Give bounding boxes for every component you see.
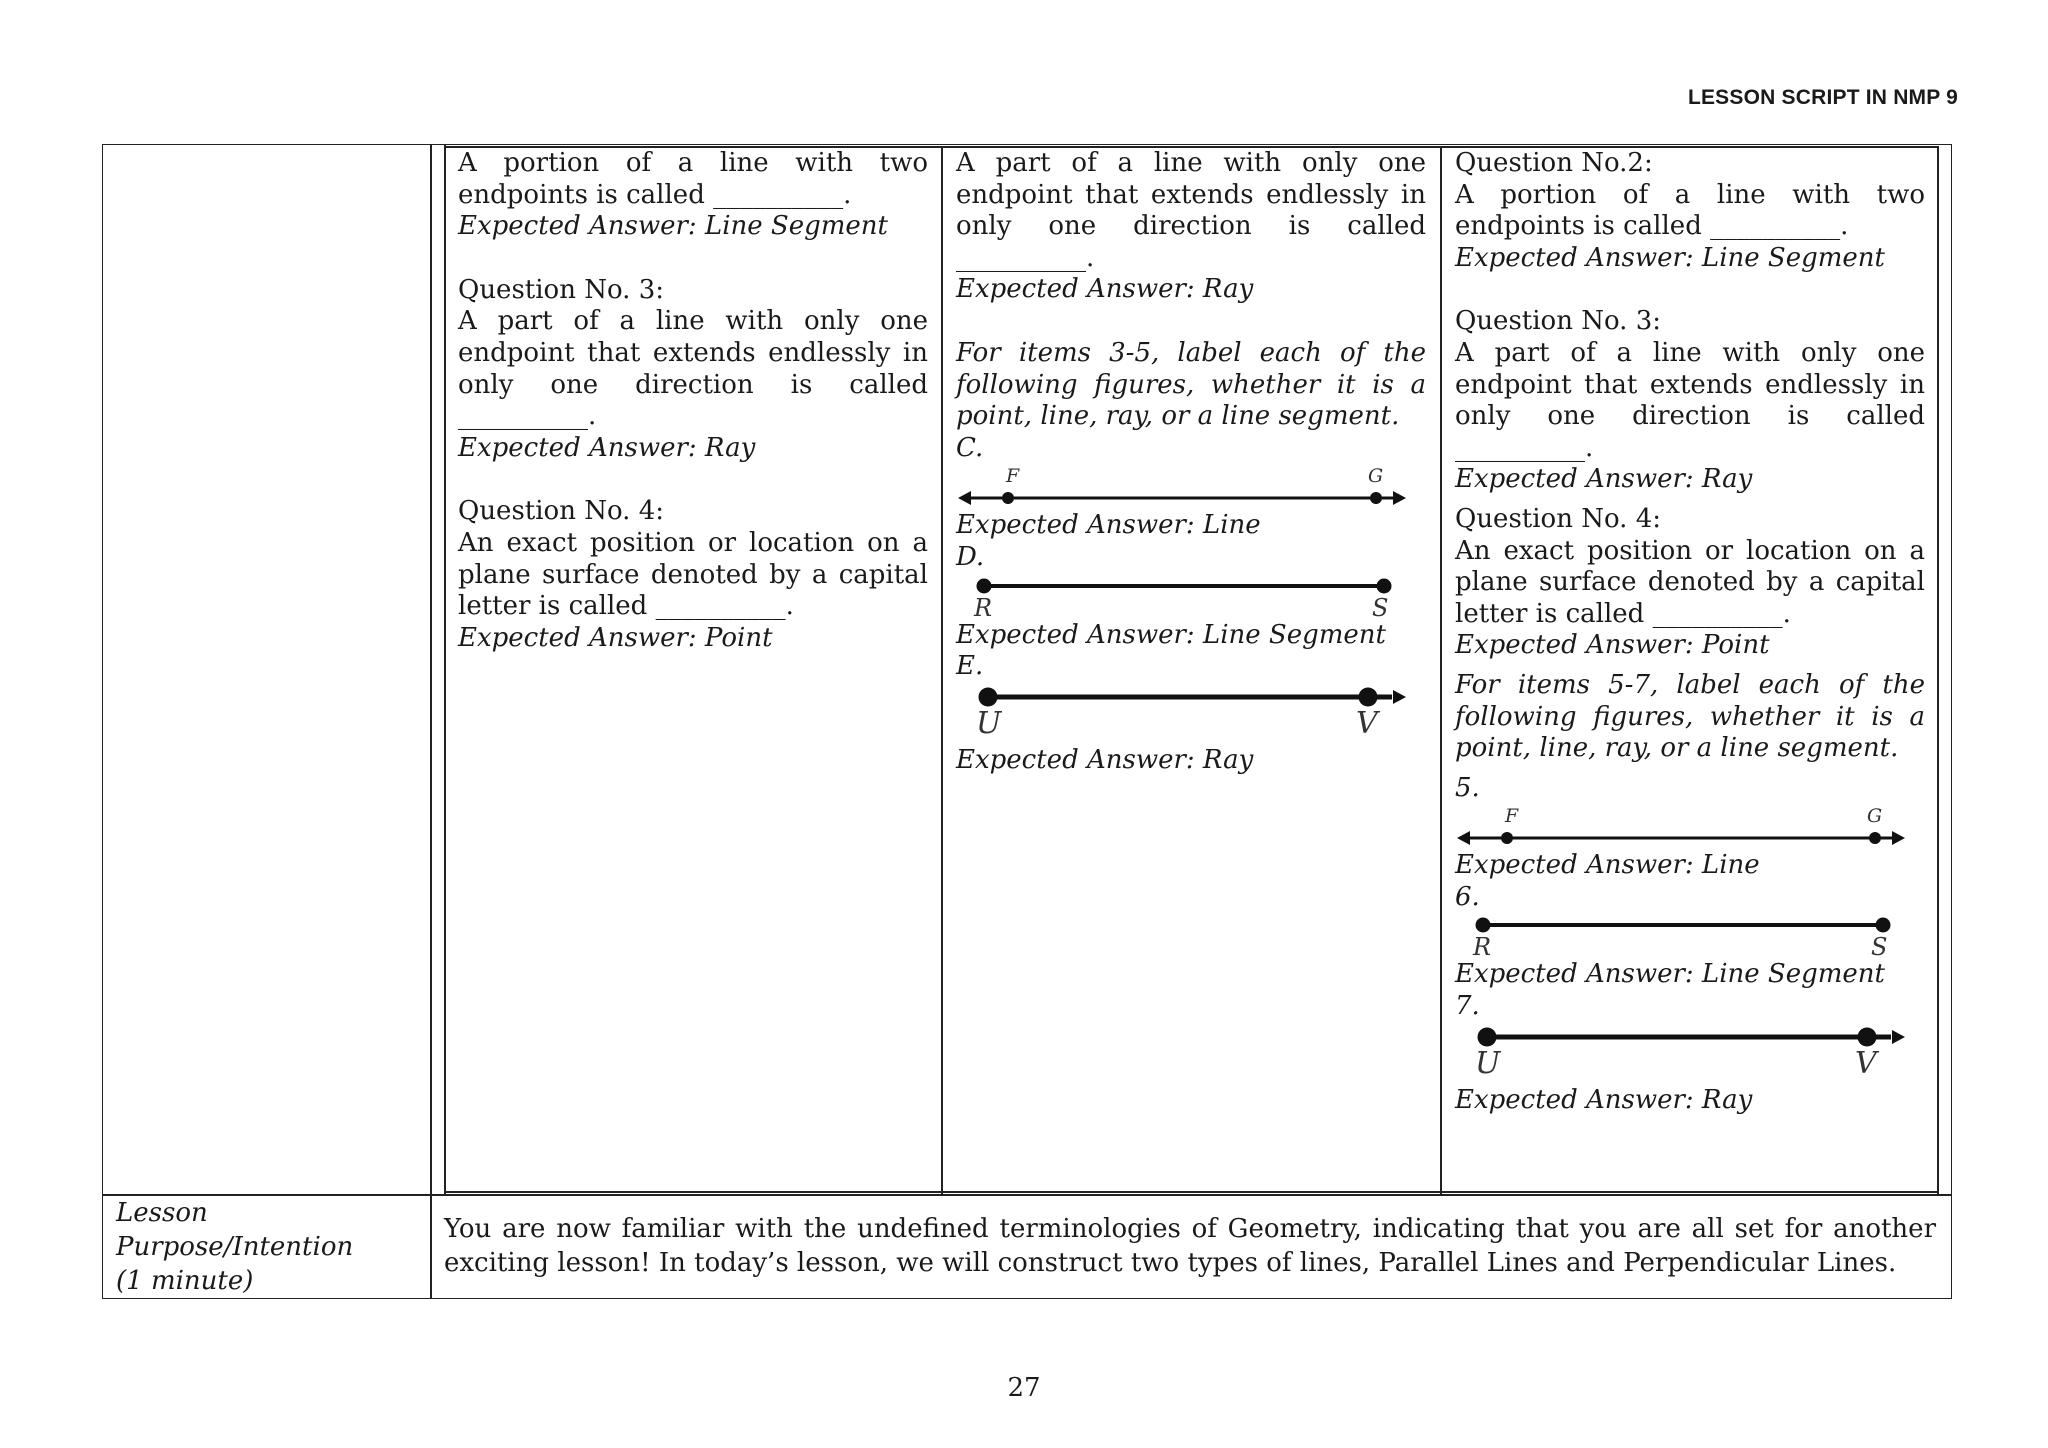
- point-dot: [1377, 578, 1392, 593]
- figure-item-label: 6.: [1455, 881, 1480, 912]
- table-divider-inner-right: [1937, 146, 1939, 1196]
- figure-list: [956, 433, 1426, 777]
- question-3-text: A part of a line with only one endpoint that extends endlessly in only one direction is called __________.: [458, 306, 928, 432]
- figure-expected-answer: Expected Answer: Line Segment: [1455, 959, 1885, 990]
- figure-instruction: For items 3-5, label each of the following figures, whether it is a point, line, ray, or a line segment.: [956, 337, 1426, 432]
- column-3: [1455, 148, 1925, 1116]
- question-2-title: Question No.2:: [1455, 148, 1653, 178]
- question-3-title: Question No. 3:: [458, 274, 664, 305]
- figure-line: [956, 464, 1406, 510]
- question-4-text: An exact position or location on a plane surface denoted by a capital letter is called __________.: [458, 527, 928, 622]
- question-2-text: A portion of a line with two endpoints is called __________.: [458, 148, 928, 210]
- arrowhead-icon: [1393, 690, 1406, 704]
- figure-item-label: 5.: [1455, 772, 1480, 803]
- point-dot: [1858, 1027, 1877, 1046]
- point-label: F: [1505, 805, 1519, 828]
- figure-item-label: E.: [956, 651, 984, 682]
- figure-list: [1455, 773, 1925, 1117]
- point-dot: [1370, 492, 1382, 504]
- column-1: [458, 148, 928, 654]
- table-row-divider-inner: [444, 1191, 1938, 1193]
- question-4-text: An exact position or location on a plane surface denoted by a capital letter is called __________.: [1455, 535, 1925, 629]
- figure-expected-answer: Expected Answer: Line: [1455, 850, 1760, 881]
- point-dot: [1359, 687, 1378, 706]
- point-label: U: [1475, 1045, 1501, 1081]
- point-dot: [1876, 918, 1891, 933]
- question-4-title: Question No. 4:: [1455, 503, 1661, 534]
- point-dot: [977, 578, 992, 593]
- arrowhead-icon: [1892, 831, 1905, 845]
- question-2-text: A portion of a line with two endpoints is called __________.: [1455, 179, 1925, 242]
- question-2-answer: Expected Answer: Line Segment: [1455, 242, 1885, 273]
- point-dot: [1002, 492, 1014, 504]
- point-label: G: [1368, 465, 1384, 488]
- figure-ray: [956, 683, 1406, 741]
- point-label: V: [1855, 1045, 1877, 1081]
- point-label: R: [974, 593, 993, 620]
- figure-segment: [1455, 913, 1905, 959]
- page-number: 27: [1007, 1373, 1041, 1403]
- point-label: V: [1356, 705, 1378, 741]
- figure-expected-answer: Expected Answer: Line Segment: [956, 619, 1386, 650]
- question-3-text: A part of a line with only one endpoint that extends endlessly in only one direction is called __________.: [1455, 337, 1925, 463]
- point-label: F: [1006, 465, 1020, 488]
- point-label: S: [1372, 593, 1389, 620]
- point-label: G: [1867, 805, 1883, 828]
- figure-expected-answer: Expected Answer: Line: [956, 510, 1261, 541]
- point-dot: [1869, 832, 1881, 844]
- figure-ray: [1455, 1023, 1905, 1081]
- figure-line: [1455, 804, 1905, 850]
- table-divider-main: [430, 144, 432, 1299]
- question-answer: Expected Answer: Ray: [956, 274, 1254, 305]
- table-row-divider: [102, 1194, 1952, 1196]
- purpose-label-line-1: Lesson: [116, 1198, 208, 1228]
- question-3-title: Question No. 3:: [1455, 306, 1661, 337]
- figure-item-label: D.: [956, 541, 985, 572]
- arrowhead-icon: [1892, 1030, 1905, 1044]
- question-4-answer: Expected Answer: Point: [1455, 630, 1770, 661]
- figure-instruction: For items 5-7, label each of the following figures, whether it is a point, line, ray, or a line segment.: [1455, 669, 1925, 764]
- table-divider-col2: [941, 146, 943, 1196]
- point-dot: [1476, 918, 1491, 933]
- purpose-label-line-3: (1 minute): [116, 1266, 254, 1296]
- point-label: S: [1871, 933, 1888, 960]
- table-divider-col3: [1440, 146, 1442, 1196]
- figure-segment: [956, 574, 1406, 620]
- purpose-label: [116, 1196, 353, 1298]
- column-2: [956, 148, 1426, 776]
- figure-item-label: C.: [956, 432, 984, 463]
- arrowhead-icon: [958, 491, 971, 505]
- purpose-label-line-2: Purpose/Intention: [116, 1232, 354, 1262]
- figure-expected-answer: Expected Answer: Ray: [1455, 1084, 1753, 1115]
- question-4-title: Question No. 4:: [458, 496, 664, 527]
- question-4-answer: Expected Answer: Point: [458, 622, 773, 653]
- question-2-answer: Expected Answer: Line Segment: [458, 211, 888, 242]
- page-header: LESSON SCRIPT IN NMP 9: [1687, 86, 1958, 109]
- point-dot: [979, 687, 998, 706]
- question-3-answer: Expected Answer: Ray: [1455, 464, 1753, 495]
- arrowhead-icon: [1457, 831, 1470, 845]
- question-text: A part of a line with only one endpoint that extends endlessly in only one direction is called __________.: [956, 148, 1426, 273]
- question-3-answer: Expected Answer: Ray: [458, 432, 756, 463]
- point-label: R: [1473, 933, 1492, 960]
- point-dot: [1501, 832, 1513, 844]
- point-dot: [1478, 1027, 1497, 1046]
- purpose-text: You are now familiar with the undefined terminologies of Geometry, indicating that you are all set for another exciting lesson! In today’s lesson, we will construct two types of lines, Parallel Lines and Perpendicular Lines.: [444, 1214, 1936, 1278]
- figure-item-label: 7.: [1455, 991, 1480, 1022]
- arrowhead-icon: [1393, 491, 1406, 505]
- table-divider-inner-left: [444, 144, 446, 1196]
- point-label: U: [976, 705, 1002, 741]
- figure-expected-answer: Expected Answer: Ray: [956, 744, 1254, 775]
